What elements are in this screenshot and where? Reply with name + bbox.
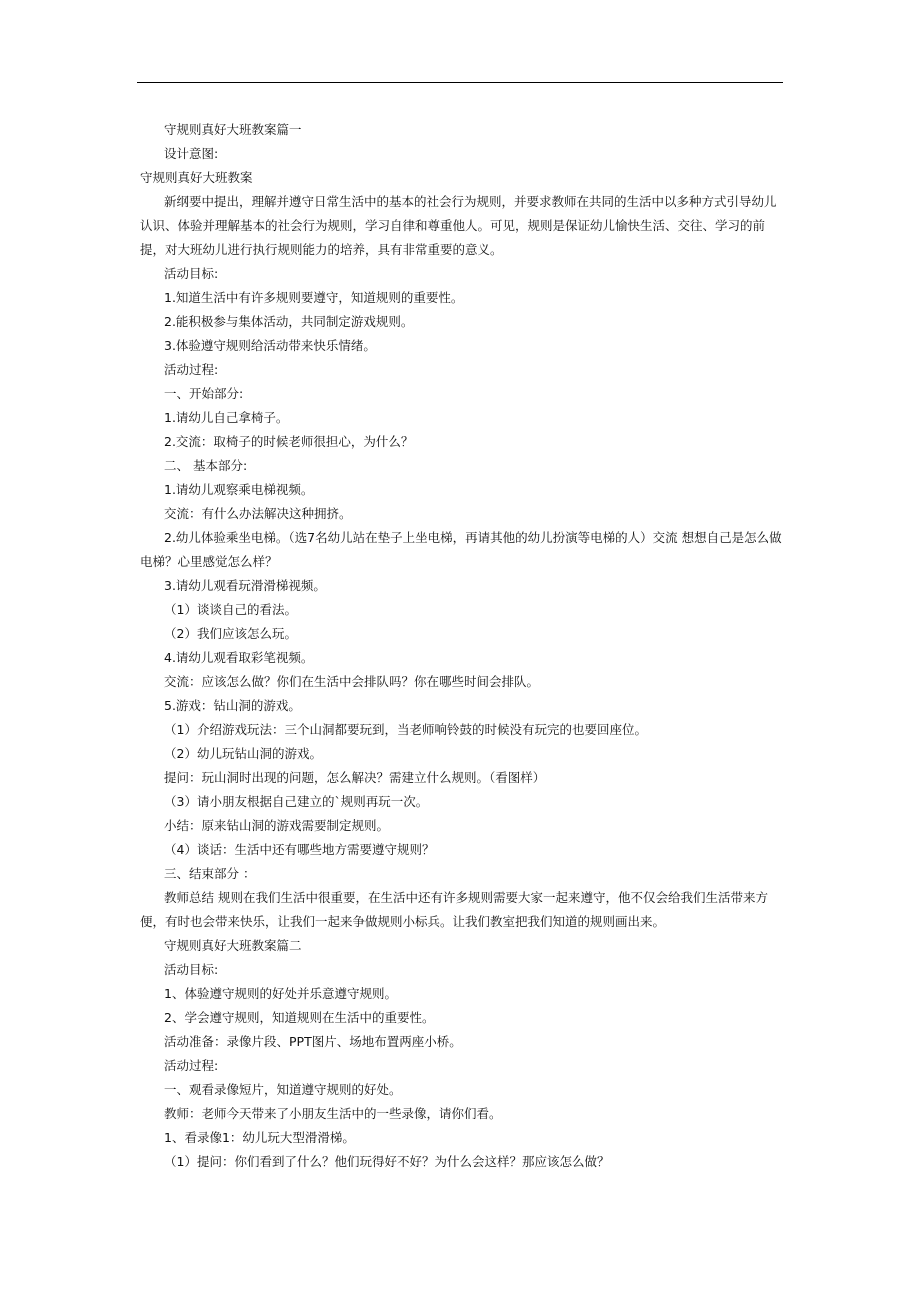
paragraph: 活动目标: bbox=[164, 266, 219, 281]
paragraph: （1）提问：你们看到了什么？他们玩得好不好？为什么会这样？那应该怎么做？ bbox=[164, 1154, 610, 1169]
paragraph: 一、观看录像短片，知道遵守规则的好处。 bbox=[164, 1082, 402, 1097]
paragraph: 交流：应该怎么做？你们在生活中会排队吗？你在哪些时间会排队。 bbox=[164, 674, 540, 689]
paragraph: 1、看录像1：幼儿玩大型滑滑梯。 bbox=[164, 1130, 355, 1145]
paragraph: （3）请小朋友根据自己建立的`规则再玩一次。 bbox=[164, 794, 429, 809]
paragraph: 1.请幼儿观察乘电梯视频。 bbox=[164, 482, 314, 497]
paragraph: 3.体验遵守规则给活动带来快乐情绪。 bbox=[164, 338, 376, 353]
paragraph: 2、学会遵守规则，知道规则在生活中的重要性。 bbox=[164, 1010, 435, 1025]
paragraph: 1.请幼儿自己拿椅子。 bbox=[164, 410, 289, 425]
paragraph: （2）我们应该怎么玩。 bbox=[164, 626, 297, 641]
paragraph: 5.游戏：钻山洞的游戏。 bbox=[164, 698, 301, 713]
paragraph: 2.交流：取椅子的时候老师很担心，为什么？ bbox=[164, 434, 414, 449]
paragraph: （2）幼儿玩钻山洞的游戏。 bbox=[164, 746, 322, 761]
header-rule bbox=[137, 82, 783, 83]
paragraph: 1、体验遵守规则的好处并乐意遵守规则。 bbox=[164, 986, 397, 1001]
paragraph: 活动过程: bbox=[164, 1058, 219, 1073]
paragraph: 教师：老师今天带来了小朋友生活中的一些录像，请你们看。 bbox=[164, 1106, 502, 1121]
paragraph: 2.能积极参与集体活动，共同制定游戏规则。 bbox=[164, 314, 414, 329]
paragraph: 交流：有什么办法解决这种拥挤。 bbox=[164, 506, 352, 521]
paragraph: 1.知道生活中有许多规则要遵守，知道规则的重要性。 bbox=[164, 290, 464, 305]
paragraph: 小结：原来钻山洞的游戏需要制定规则。 bbox=[164, 818, 390, 833]
document-body bbox=[140, 118, 783, 1174]
paragraph: 一、开始部分: bbox=[164, 386, 244, 401]
paragraph: （1）谈谈自己的看法。 bbox=[164, 602, 297, 617]
paragraph: 新纲要中提出，理解并遵守日常生活中的基本的社会行为规则，并要求教师在共同的生活中以多种方式引导幼儿认识、体验并理解基本的社会行为规则，学习自律和尊重他人。可见，规则是保证幼儿愉快生活、交往、学习的前提，对大班幼儿进行执行规则能力的培养，具有非常重要的意义。 bbox=[140, 194, 777, 257]
paragraph: 提问：玩山洞时出现的问题，怎么解决？需建立什么规则。（看图样） bbox=[164, 770, 546, 785]
paragraph: 活动准备：录像片段、PPT图片、场地布置两座小桥。 bbox=[164, 1034, 462, 1049]
paragraph: 守规则真好大班教案篇一 bbox=[164, 122, 302, 137]
paragraph: 守规则真好大班教案篇二 bbox=[164, 938, 302, 953]
paragraph: 三、结束部分 ： bbox=[164, 866, 256, 881]
paragraph: 设计意图: bbox=[164, 146, 219, 161]
paragraph: 守规则真好大班教案 bbox=[140, 170, 253, 185]
paragraph: 3.请幼儿观看玩滑滑梯视频。 bbox=[164, 578, 326, 593]
paragraph: 二、 基本部分: bbox=[164, 458, 248, 473]
paragraph: 活动目标: bbox=[164, 962, 219, 977]
paragraph: 活动过程: bbox=[164, 362, 219, 377]
paragraph: （1）介绍游戏玩法：三个山洞都要玩到，当老师响铃鼓的时候没有玩完的也要回座位。 bbox=[164, 722, 647, 737]
paragraph: 2.幼儿体验乘坐电梯。（选7名幼儿站在垫子上坐电梯，再请其他的幼儿扮演等电梯的人）交流 想想自己是怎么做电梯？心里感觉怎么样？ bbox=[140, 530, 782, 569]
paragraph: 教师总结 规则在我们生活中很重要，在生活中还有许多规则需要大家一起来遵守，他不仅会给我们生活带来方便，有时也会带来快乐，让我们一起来争做规则小标兵。让我们教室把我们知道的规则画出来。 bbox=[140, 890, 768, 929]
paragraph: 4.请幼儿观看取彩笔视频。 bbox=[164, 650, 314, 665]
paragraph: （4）谈话：生活中还有哪些地方需要遵守规则？ bbox=[164, 842, 435, 857]
